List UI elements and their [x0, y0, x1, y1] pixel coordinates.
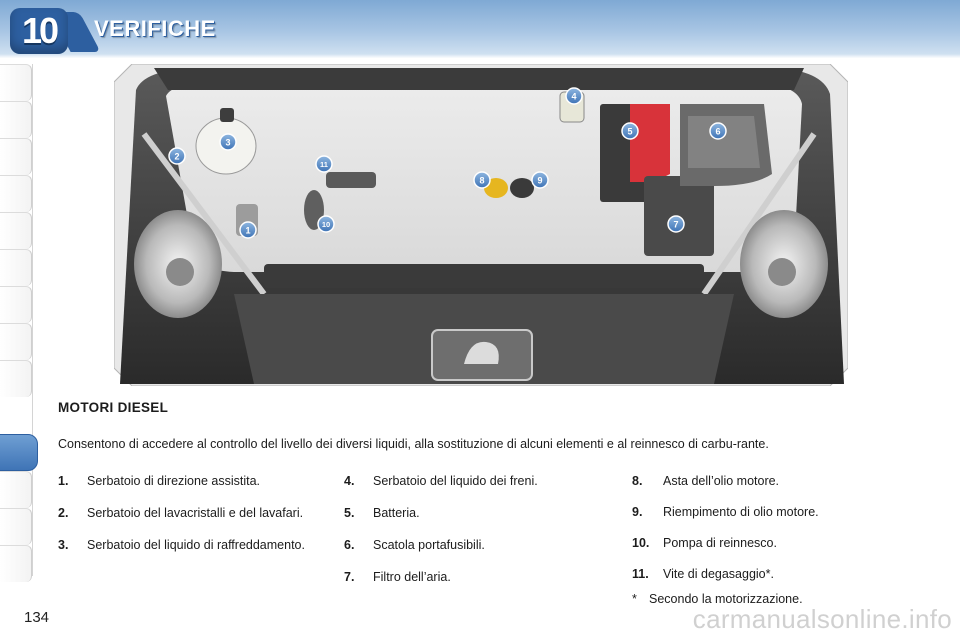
side-tab-7[interactable]	[0, 286, 32, 323]
legend-item-text: Serbatoio del liquido di raffreddamento.	[87, 538, 305, 552]
side-tab-6[interactable]	[0, 249, 32, 286]
side-tab-1[interactable]	[0, 64, 32, 101]
legend-item-text: Asta dell’olio motore.	[663, 474, 780, 488]
legend-item-number: 10.	[632, 536, 650, 550]
section-heading: MOTORI DIESEL	[58, 400, 169, 415]
callout-2	[169, 148, 185, 164]
legend-item	[344, 474, 614, 488]
svg-text:6: 6	[715, 126, 721, 137]
svg-text:2: 2	[174, 151, 180, 162]
legend-item-text: Scatola portafusibili.	[373, 538, 485, 552]
side-tab-13[interactable]	[0, 545, 32, 582]
legend-item-text: Pompa di reinnesco.	[663, 536, 777, 550]
page-number: 134	[24, 609, 50, 626]
engine-bay-illustration	[114, 64, 848, 386]
callout-11	[316, 156, 332, 172]
intro-paragraph: Consentono di accedere al controllo del livello dei diversi liquidi, alla sostituzione di alcuni elementi e al reinnesco di carbu-rante.	[58, 437, 769, 451]
legend-item-text: Vite di degasaggio*.	[663, 567, 774, 581]
legend-item-text: Serbatoio del liquido dei freni.	[373, 474, 538, 488]
side-tab-9[interactable]	[0, 360, 32, 397]
legend-column-2	[344, 474, 614, 602]
legend-item-number: 6.	[344, 538, 355, 552]
svg-text:3: 3	[225, 137, 231, 148]
svg-text:4: 4	[571, 91, 577, 102]
callout-4	[566, 88, 582, 104]
legend-item-number: 5.	[344, 506, 355, 520]
legend-item-text: Riempimento di olio motore.	[663, 505, 819, 519]
side-tab-active-chapter[interactable]	[0, 434, 38, 471]
side-tab-5[interactable]	[0, 212, 32, 249]
legend-item-number: 3.	[58, 538, 69, 552]
footnote-mark: *	[632, 592, 637, 606]
legend-item-number: 1.	[58, 474, 69, 488]
legend-item-number: 11.	[632, 567, 649, 581]
callout-1	[240, 222, 256, 238]
legend-item-number: 2.	[58, 506, 69, 520]
side-tab-4[interactable]	[0, 175, 32, 212]
callout-3	[220, 134, 236, 150]
legend-item-number: 8.	[632, 474, 643, 488]
side-tab-12[interactable]	[0, 508, 32, 545]
side-tab-2[interactable]	[0, 101, 32, 138]
legend-item-number: 4.	[344, 474, 355, 488]
legend-item-text: Serbatoio del lavacristalli e del lavafari.	[87, 506, 304, 520]
legend-item-number: 9.	[632, 505, 643, 519]
legend-item	[344, 506, 614, 520]
page-title: VERIFICHE	[94, 16, 216, 41]
callout-5	[622, 123, 638, 139]
legend-item	[344, 570, 614, 584]
watermark: carmanualsonline.info	[692, 604, 952, 634]
svg-text:11: 11	[320, 160, 328, 169]
legend-item-text: Serbatoio di direzione assistita.	[87, 474, 261, 488]
legend-column-1	[58, 474, 328, 570]
legend-item	[58, 506, 328, 520]
callout-8	[474, 172, 490, 188]
side-tab-8[interactable]	[0, 323, 32, 360]
svg-text:7: 7	[673, 219, 679, 230]
footnote-text: Secondo la motorizzazione.	[649, 592, 803, 606]
side-tab-3[interactable]	[0, 138, 32, 175]
legend-item	[632, 536, 922, 550]
legend-column-3	[632, 474, 922, 598]
legend-item	[632, 567, 922, 581]
chapter-number-badge: 10	[10, 8, 68, 54]
svg-text:8: 8	[479, 175, 485, 186]
svg-text:9: 9	[537, 175, 543, 186]
callout-10	[318, 216, 334, 232]
legend-item	[58, 474, 328, 488]
svg-text:10: 10	[321, 220, 331, 229]
callout-7	[668, 216, 684, 232]
svg-text:5: 5	[627, 126, 633, 137]
legend-item-text: Filtro dell’aria.	[373, 570, 451, 584]
legend-item-text: Batteria.	[373, 506, 420, 520]
legend-item-number: 7.	[344, 570, 355, 584]
legend-item	[58, 538, 328, 552]
legend-item	[632, 474, 922, 488]
legend-item	[632, 505, 922, 519]
callout-6	[710, 123, 726, 139]
side-tab-strip	[0, 64, 33, 576]
side-tab-11[interactable]	[0, 471, 32, 508]
svg-text:1: 1	[245, 225, 251, 236]
legend-item	[344, 538, 614, 552]
callout-9	[532, 172, 548, 188]
